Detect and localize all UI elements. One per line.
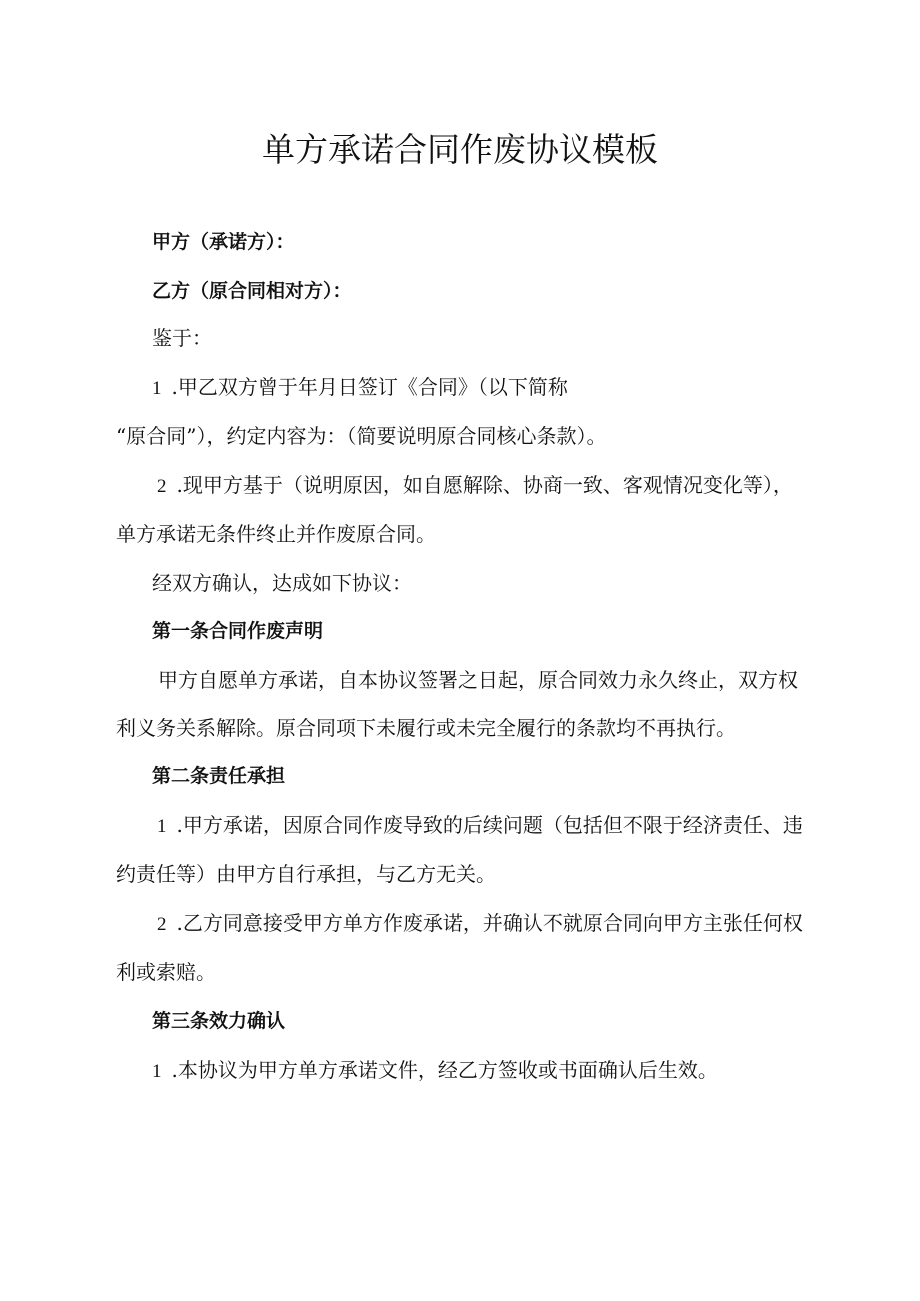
article-3-item-1-text: .本协议为甲方单方承诺文件，经乙方签收或书面确认后生效。 — [171, 1058, 718, 1082]
whereas-item-1-line-1 — [152, 372, 568, 404]
article-1-line-2: 利义务关系解除。原合同项下未履行或未完全履行的条款均不再执行。 — [116, 716, 736, 740]
whereas-item-2-line-2: 单方承诺无条件终止并作废原合同。 — [116, 522, 436, 546]
article-1-line-1: 甲方自愿单方承诺，自本协议签署之日起，原合同效力永久终止，双方权 — [158, 668, 798, 692]
article-2-item-1-line-1 — [157, 810, 803, 842]
article-3-item-1-number: 1 — [152, 1061, 162, 1082]
agreement-intro: 经双方确认，达成如下协议： — [152, 571, 412, 595]
whereas-label: 鉴于： — [152, 326, 212, 350]
whereas-item-1-text: .甲乙双方曾于年月日签订《合同》（以下简称 — [171, 375, 568, 399]
page-title: 单方承诺合同作废协议模板 — [262, 130, 658, 169]
whereas-item-1-line-2: “原合同”），约定内容为：（简要说明原合同核心条款）。 — [116, 424, 607, 448]
whereas-item-2-number: 2 — [157, 476, 167, 497]
whereas-item-1-number: 1 — [152, 378, 162, 399]
article-2-item-1-number: 1 — [157, 816, 167, 837]
article-1-heading: 第一条合同作废声明 — [152, 620, 324, 642]
article-3-item-1-line-1 — [152, 1055, 718, 1087]
article-2-item-2-text: .乙方同意接受甲方单方作废承诺，并确认不就原合同向甲方主张任何权 — [176, 911, 803, 935]
article-2-item-2-line-2: 利或索赔。 — [116, 960, 216, 984]
whereas-item-2-line-1 — [157, 470, 793, 502]
party-b-label: 乙方（原合同相对方）： — [152, 280, 352, 302]
whereas-item-2-text: .现甲方基于（说明原因，如自愿解除、协商一致、客观情况变化等）， — [176, 473, 793, 497]
article-2-item-1-text: .甲方承诺，因原合同作废导致的后续问题（包括但不限于经济责任、违 — [176, 813, 803, 837]
article-3-heading: 第三条效力确认 — [152, 1010, 286, 1032]
article-2-heading: 第二条责任承担 — [152, 765, 286, 787]
article-2-item-2-number: 2 — [157, 914, 167, 935]
article-2-item-2-line-1 — [157, 908, 803, 940]
article-2-item-1-line-2: 约责任等）由甲方自行承担，与乙方无关。 — [116, 862, 496, 886]
party-a-label: 甲方（承诺方）： — [152, 231, 295, 253]
